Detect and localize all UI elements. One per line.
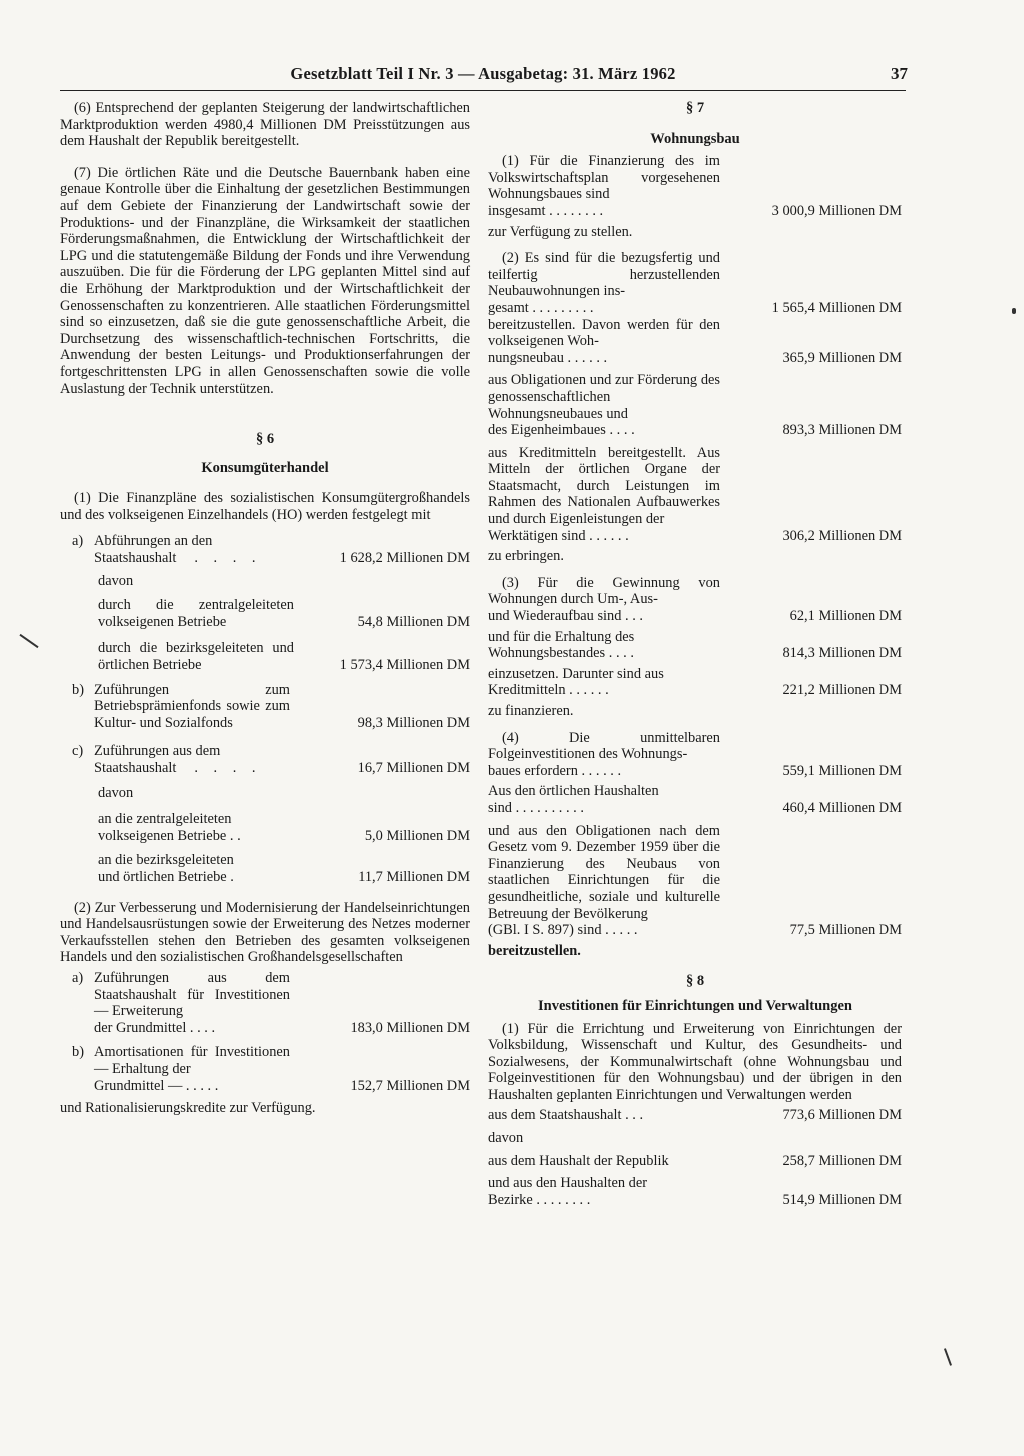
item-c2-amount: 11,7 Millionen DM <box>358 868 470 885</box>
item-a1-amount: 54,8 Millionen DM <box>357 613 470 630</box>
s7-p3-amount: 62,1 Millionen DM <box>789 608 902 625</box>
s7-p1-row <box>488 203 902 220</box>
s7-p4b-row <box>488 800 902 817</box>
s7-p2b-row <box>488 350 902 367</box>
item-c-amount: 16,7 Millionen DM <box>357 760 470 776</box>
left-column <box>60 100 470 1117</box>
s7-p4-amount: 559,1 Millionen DM <box>782 762 902 779</box>
section-6-title: Konsumgüterhandel <box>201 459 329 476</box>
s8-row-3-amount: 514,9 Millionen DM <box>782 1191 902 1208</box>
s7-p4-text: (4) Die unmittelbaren Folgeinvestitionen des Wohnungs- <box>488 729 720 763</box>
s7-p1-text: (1) Für die Finanzierung des im Volkswirtschaftsplan vorgesehenen Wohnungsbaues sind <box>488 153 720 203</box>
s7-p1-amount: 3 000,9 Millionen DM <box>771 202 902 219</box>
s7-p3b-row <box>488 645 902 662</box>
item-c2-label-line2: und örtlichen Betriebe . <box>98 868 234 885</box>
p2-item-b-amount: 152,7 Millionen DM <box>350 1077 470 1094</box>
item-c-line2: Staatshaushalt <box>94 760 177 776</box>
s7-p3-row <box>488 608 902 625</box>
scan-mark-bottom-right <box>944 1348 952 1366</box>
s7-p2d-text: aus Kreditmitteln bereitgestellt. Aus Mitteln der örtlichen Organe der Staatsmacht, durch Leistungen im Rahmen des Nationalen Aufbauwerkes und durch Eigenleistungen der <box>488 444 720 528</box>
item-a-davon: davon <box>98 572 134 589</box>
p2-item-b <box>60 1044 470 1094</box>
s7-p3b-amount: 814,3 Millionen DM <box>782 645 902 662</box>
s7-p3c-amount: 221,2 Millionen DM <box>782 682 902 699</box>
p2-item-a <box>60 970 470 1036</box>
s7-p3-text: (3) Für die Gewinnung von Wohnungen durch Um-, Aus- <box>488 574 720 608</box>
s7-p2-row <box>488 300 902 317</box>
s7-p2b-text: bereitzustellen. Davon werden für den volkseigenen Woh- <box>488 316 720 350</box>
item-c1-label-line2: volkseigenen Betriebe . . <box>98 827 241 844</box>
item-a-amount: 1 628,2 Millionen DM <box>339 550 470 567</box>
s7-p2b-last: nungsneubau . . . . . . <box>488 349 608 366</box>
s7-p4c-text: und aus den Obligationen nach dem Gesetz vom 9. Dezember 1959 über die Finanzierung des Neubaus von staatlichen Einrichtungen für die gesundheitliche, soziale und kulturelle Betreuung der Bevölkerung <box>488 822 720 922</box>
s8-row-1-amount: 773,6 Millionen DM <box>782 1107 902 1124</box>
item-a1-label: durch die zentralgeleiteten volkseigenen Betriebe <box>98 597 294 630</box>
item-a-marker: a) <box>72 533 84 550</box>
scan-mark-right-edge <box>1012 308 1016 314</box>
s7-p4c-row <box>488 922 902 939</box>
p2-item-a-line1: Zuführungen aus dem Staatshaushalt für Investitionen — Erweiterung <box>94 969 290 1020</box>
s7-p2d-end: zu erbringen. <box>488 548 564 565</box>
s7-p2d-row <box>488 528 902 545</box>
page-header <box>60 60 906 91</box>
s7-p3c-last: Kreditmitteln . . . . . . <box>488 682 609 699</box>
section-6-paragraph-1: (1) Die Finanzpläne des sozialistischen Konsumgütergroßhandels und des volkseigenen Einzelhandels (HO) werden festgelegt mit <box>60 490 470 523</box>
item-c1-amount: 5,0 Millionen DM <box>364 827 470 844</box>
paragraph-6: (6) Entsprechend der geplanten Steigerung der landwirtschaftlichen Marktproduktion werden 4980,4 Millionen DM Preisstützungen aus dem Haushalt der Republik bereitgestellt. <box>60 100 470 150</box>
item-a-line2: Staatshaushalt <box>94 550 177 567</box>
scan-mark-left <box>19 634 38 648</box>
s8-row-1-label: aus dem Staatshaushalt . . . <box>488 1107 644 1124</box>
s7-p4c-end: bereitzustellen. <box>488 942 581 959</box>
s7-p4c-amount: 77,5 Millionen DM <box>789 922 902 939</box>
s7-p2-last: gesamt . . . . . . . . . <box>488 299 594 316</box>
s8-row-2 <box>488 1153 902 1170</box>
item-a-line1: Abführungen an den <box>94 533 213 550</box>
s8-row-3-text: und aus den Haushalten der <box>488 1175 648 1192</box>
s7-p2c-last: des Eigenheimbaues . . . . <box>488 422 635 439</box>
p2-item-a-amount: 183,0 Millionen DM <box>350 1019 470 1036</box>
item-a-dots: . . . . <box>194 550 262 567</box>
p2-item-b-marker: b) <box>72 1044 84 1061</box>
s7-p1-end: zur Verfügung zu stellen. <box>488 223 633 240</box>
s7-p3b-text: und für die Erhaltung des <box>488 628 635 645</box>
p2-item-b-line2: Grundmittel — . . . . . <box>94 1077 219 1094</box>
s7-p2d-amount: 306,2 Millionen DM <box>782 527 902 544</box>
s7-p4b-text: Aus den örtlichen Haushalten <box>488 783 659 800</box>
s7-p2-text: (2) Es sind für die bezugsfertig und teilfertig herzustellenden Neubauwohnungen ins- <box>488 250 720 300</box>
s7-p4c-last: (GBl. I S. 897) sind . . . . . <box>488 922 638 939</box>
s7-p4-row <box>488 763 902 780</box>
s8-row-1 <box>488 1107 902 1124</box>
s7-p3c-end: zu finanzieren. <box>488 703 574 719</box>
s8-row-3-label: Bezirke . . . . . . . . <box>488 1191 591 1208</box>
s8-row-2-amount: 258,7 Millionen DM <box>782 1152 902 1169</box>
item-a1-row <box>60 597 470 630</box>
s7-p2b-amount: 365,9 Millionen DM <box>782 349 902 366</box>
page-title: Gesetzblatt Teil I Nr. 3 — Ausgabetag: 31. März 1962 <box>290 64 676 83</box>
s7-p2c-row <box>488 422 902 439</box>
item-c <box>60 743 470 776</box>
s7-p3-last: und Wiederaufbau sind . . . <box>488 608 644 625</box>
item-a <box>60 533 470 566</box>
section-8-sign: § 8 <box>685 973 705 990</box>
item-b-amount: 98,3 Millionen DM <box>357 714 470 731</box>
s7-p4-last: baues erfordern . . . . . . <box>488 762 622 779</box>
s7-p1-last: insgesamt . . . . . . . . <box>488 202 604 219</box>
item-a2-label: durch die bezirksgeleiteten und örtlichen Betriebe <box>98 640 294 674</box>
item-b-label: Zuführungen zum Betriebsprämienfonds sowie zum Kultur- und Sozialfonds <box>94 681 290 731</box>
item-a2-amount: 1 573,4 Millionen DM <box>339 657 470 674</box>
p2-item-b-line1: Amortisationen für Investitionen — Erhaltung der <box>94 1044 290 1077</box>
paragraph-7: (7) Die örtlichen Räte und die Deutsche Bauernbank haben eine genaue Kontrolle über die Einhaltung der gesetzlichen Bestimmungen auf dem Gebiete der Finanzierung der Landwirtschaft sowie der Produktions- und der Finanzpläne, die Wirksamkeit der staatlichen Förderungsmaßnahmen, die Entwicklung der Wirtschaftlichkeit der LPG und die statutengemäße Bildung der Fonds und ihre Verwendung auszuüben. Die für die Förderung der LPG geplanten Mittel sind auf die Erhöhung der Marktproduktion und der Wirtschaftlichkeit der Genossenschaften zu konzentrieren. Alle staatlichen Förderungsmittel sind so einzusetzen, daß sie die gute genossenschaftliche Arbeit, die Durchsetzung des wissenschaftlich-technischen Fortschritts, die Anwendung der besten Leitungs- und Produktionserfahrungen der fortgeschrittensten LPG in allen Genossenschaften sowie die volle Auslastung der Technik unterstützen. <box>60 164 470 397</box>
s7-p3b-last: Wohnungsbestandes . . . . <box>488 645 634 662</box>
section-6-paragraph-2: (2) Zur Verbesserung und Modernisierung der Handelseinrichtungen und Handelsausrüstungen sowie der Erweiterung des Netzes moderner Verkaufsstellen stehen den Betrieben des gesamten volkseigenen Handels und den sozialistischen Großhandelsgesellschaften <box>60 899 470 966</box>
item-c2-row <box>60 869 470 886</box>
s8-davon: davon <box>488 1130 524 1147</box>
s8-row-2-label: aus dem Haushalt der Republik <box>488 1152 669 1169</box>
item-b <box>60 682 470 732</box>
section-8-title: Investitionen für Einrichtungen und Verwaltungen <box>538 997 852 1014</box>
page-number: 37 <box>891 64 908 83</box>
s7-p2c-text: aus Obligationen und zur Förderung des genossenschaftlichen Wohnungsneubaues und <box>488 372 720 422</box>
s7-p2c-amount: 893,3 Millionen DM <box>782 422 902 439</box>
s7-p4b-last: sind . . . . . . . . . . <box>488 799 584 816</box>
s7-p2d-last: Werktätigen sind . . . . . . <box>488 527 629 544</box>
item-c1-label-line1: an die zentralgeleiteten <box>98 811 232 828</box>
s7-p3c-text: einzusetzen. Darunter sind aus <box>488 665 664 682</box>
section-7-title: Wohnungsbau <box>650 130 740 147</box>
item-c-marker: c) <box>72 743 84 760</box>
s7-p2-amount: 1 565,4 Millionen DM <box>771 299 902 316</box>
section-6-sign: § 6 <box>255 431 275 448</box>
item-c1-row <box>60 828 470 845</box>
s8-paragraph-1: (1) Für die Errichtung und Erweiterung von Einrichtungen der Volksbildung, Wissenschaft und Kultur, des Gesundheits- und Sozialwesens, der Kommunalwirtschaft (ohne Wohnungsbau und Folgeinvestitionen für den Wohnungsbau) und der übrigen in den Haushalten geplanten Einrichtungen und Verwaltungen werden <box>488 1020 902 1103</box>
item-c-dots: . . . . <box>194 760 262 776</box>
item-a2-row <box>60 640 470 673</box>
item-c2-label-line1: an die bezirksgeleiteten <box>98 852 234 869</box>
section-6-paragraph-2-end: und Rationalisierungskredite zur Verfügung. <box>60 1100 316 1117</box>
s7-p3c-row <box>488 682 902 699</box>
item-b-marker: b) <box>72 681 84 698</box>
s7-p4b-amount: 460,4 Millionen DM <box>782 799 902 816</box>
s8-row-3 <box>488 1192 902 1209</box>
item-c-line1: Zuführungen aus dem <box>94 743 221 760</box>
item-c-davon: davon <box>98 784 134 801</box>
section-7-sign: § 7 <box>685 100 705 116</box>
p2-item-a-line2: der Grundmittel . . . . <box>94 1019 216 1036</box>
right-column <box>488 100 902 1208</box>
p2-item-a-marker: a) <box>72 969 84 986</box>
